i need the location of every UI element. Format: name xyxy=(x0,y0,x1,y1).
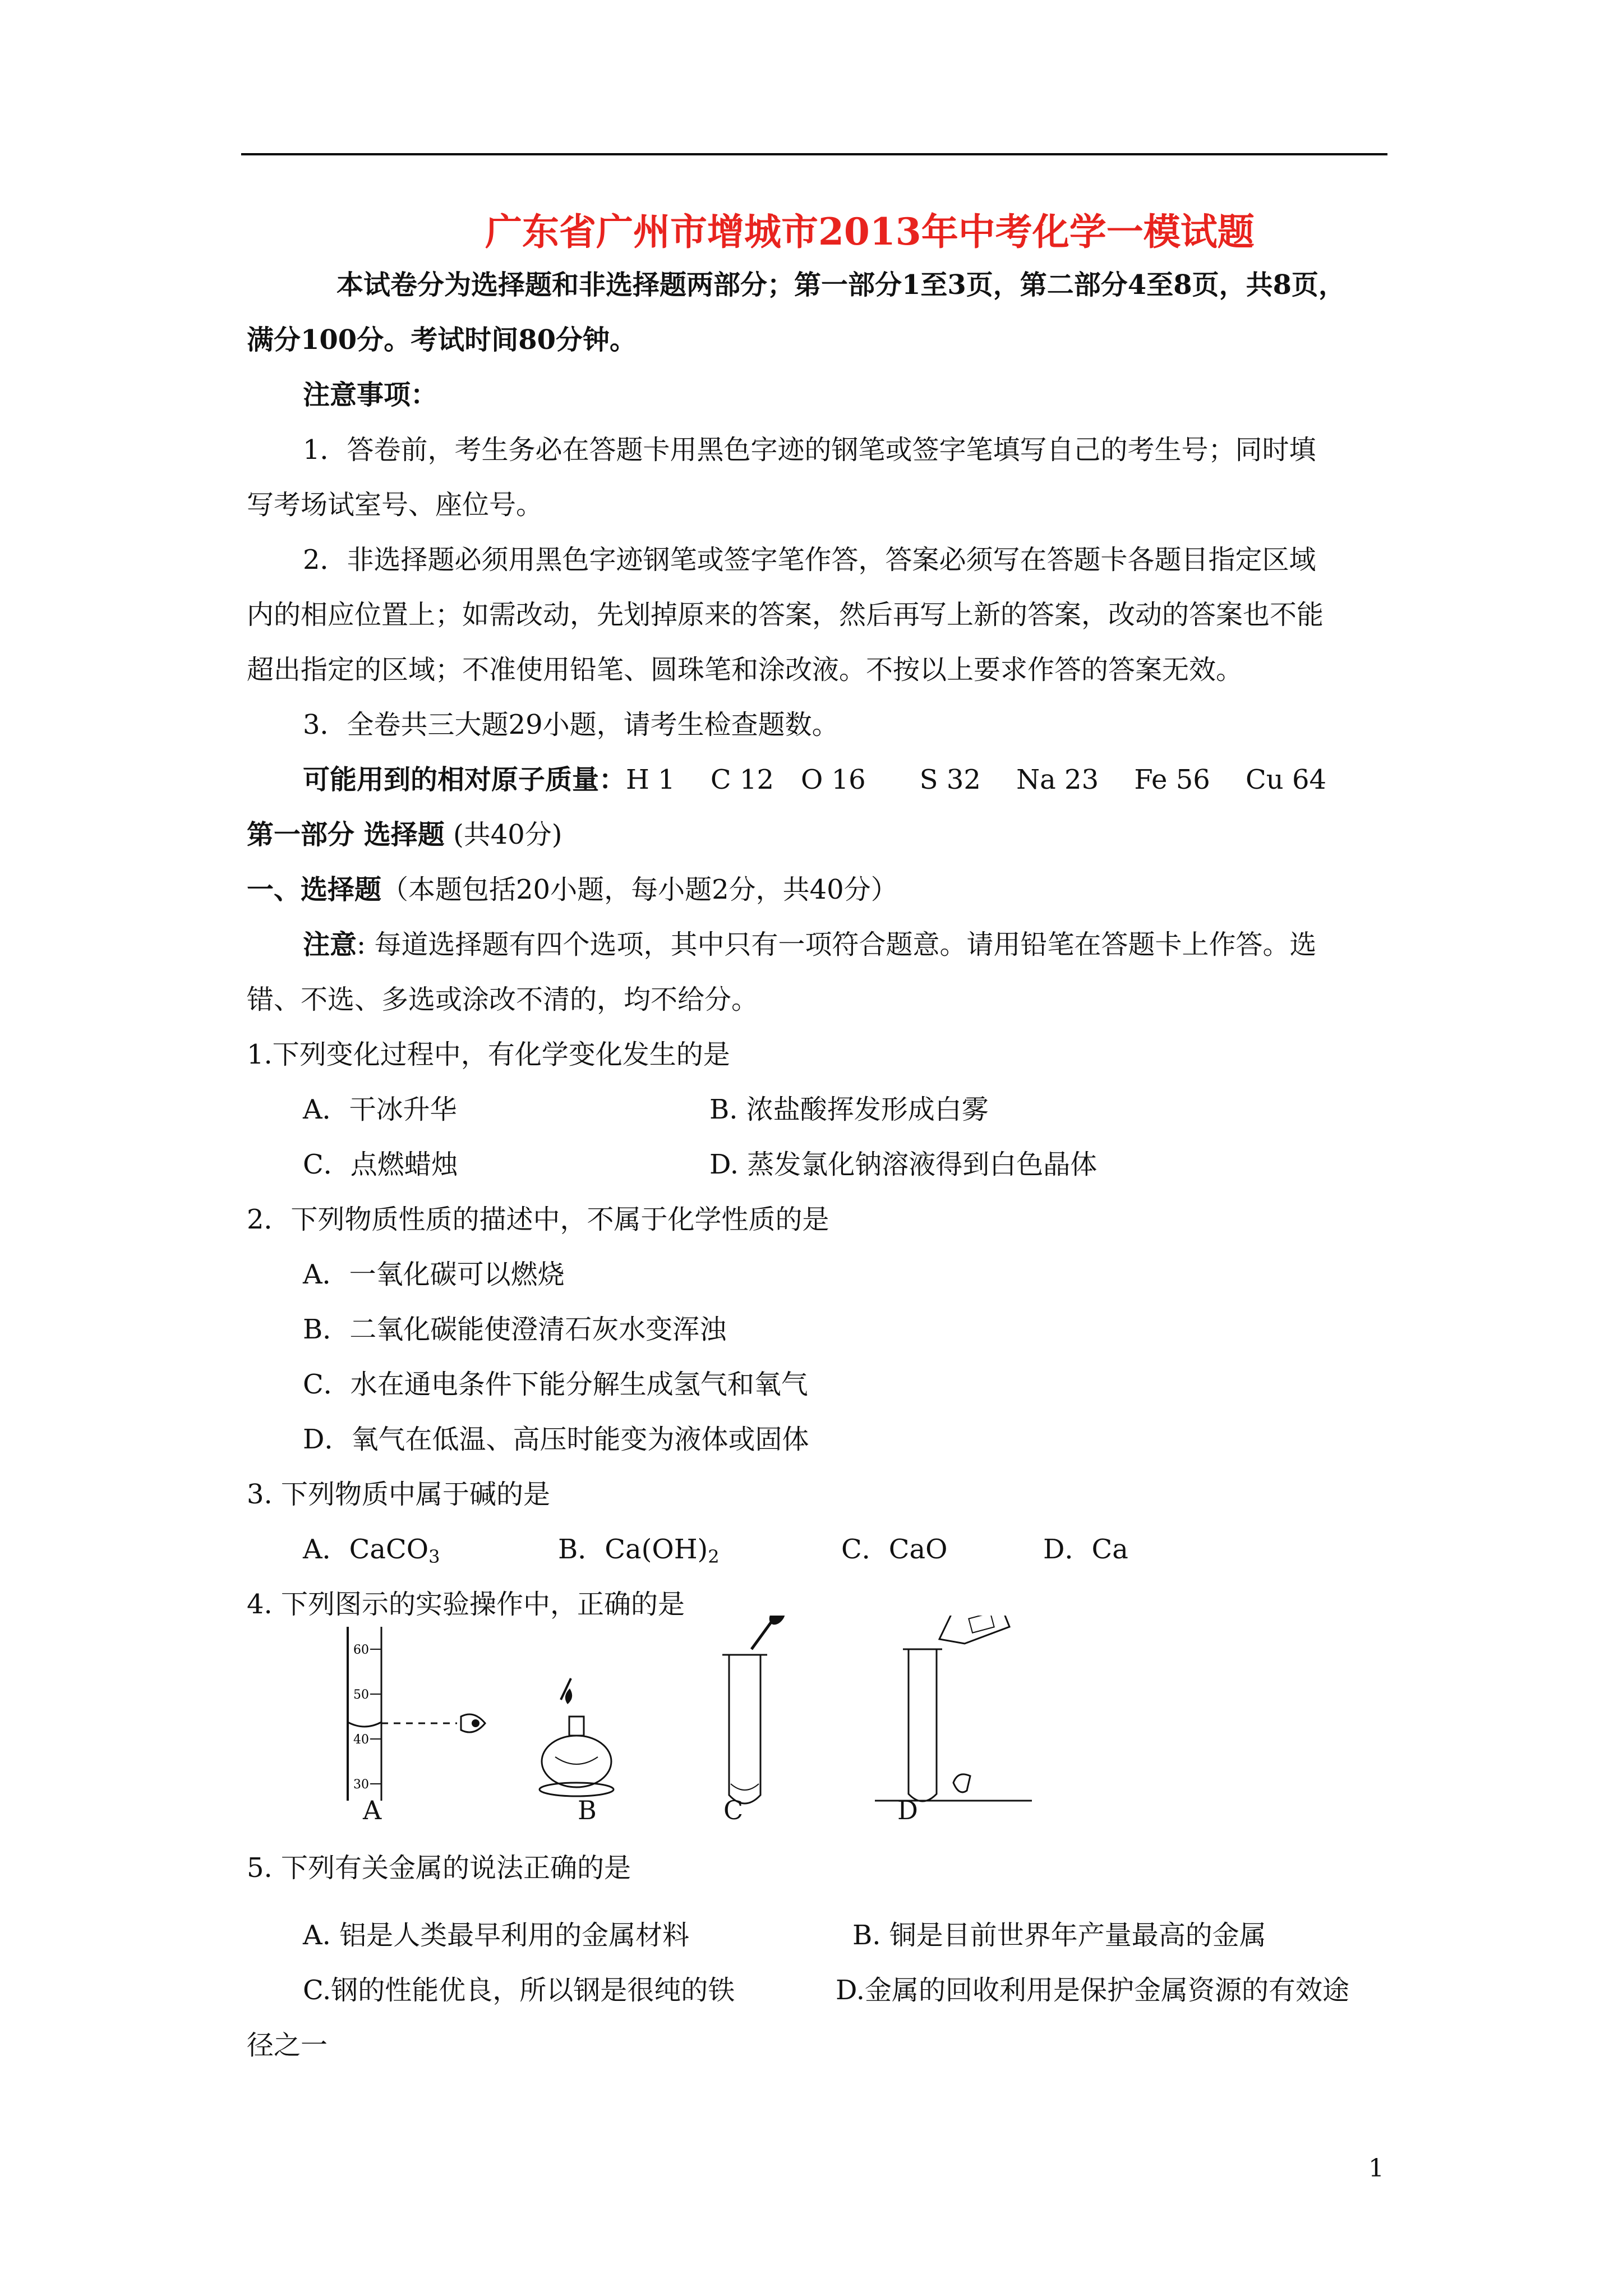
q5-option-c: C.钢的性能优良，所以钢是很纯的铁 xyxy=(303,1975,735,2006)
part1-heading-line xyxy=(247,818,562,852)
alcohol-lamp-figure xyxy=(540,1678,614,1796)
q3-option-b-subscript: 2 xyxy=(708,1546,720,1567)
q2-stem: 2．下列物质性质的描述中，不属于化学性质的是 xyxy=(247,1204,829,1235)
q1-option-d: D. 蒸发氯化钠溶液得到白色晶体 xyxy=(709,1149,1098,1180)
q2-option-a: A．一氧化碳可以燃烧 xyxy=(303,1259,565,1290)
section-heading-line xyxy=(247,873,898,907)
atomic-mass-label: 可能用到的相对原子质量： xyxy=(303,764,626,795)
q5-stem: 5. 下列有关金属的说法正确的是 xyxy=(247,1852,631,1884)
part1-score: (共40分) xyxy=(453,819,562,850)
q1-option-b: B. 浓盐酸挥发形成白雾 xyxy=(709,1094,989,1125)
header-rule xyxy=(241,153,1387,155)
q3-option-a-text: A．CaCO xyxy=(303,1534,429,1565)
q5-option-b: B. 铜是目前世界年产量最高的金属 xyxy=(852,1920,1266,1951)
atomic-mass-line xyxy=(303,763,1326,797)
q3-option-c: C．CaO xyxy=(841,1534,948,1565)
q3-option-a-subscript: 3 xyxy=(428,1546,440,1567)
q2-option-b: B．二氧化碳能使澄清石灰水变浑浊 xyxy=(303,1314,727,1345)
intro-line-2: 满分100分。考试时间80分钟。 xyxy=(247,324,637,356)
q4-label-a: A xyxy=(363,1795,382,1825)
note-2c: 超出指定的区域；不准使用铅笔、圆珠笔和涂改液。不按以上要求作答的答案无效。 xyxy=(247,654,1243,685)
q3-option-b-text: B．Ca(OH) xyxy=(558,1534,708,1565)
q5-option-d-continued: 径之一 xyxy=(247,2030,328,2061)
q1-option-a: A．干冰升华 xyxy=(303,1094,457,1125)
note-2a: 2．非选择题必须用黑色字迹钢笔或签字笔作答，答案必须写在答题卡各题目指定区域 xyxy=(303,544,1316,576)
q1-option-c: C．点燃蜡烛 xyxy=(303,1149,458,1180)
choice-note-label: 注意 xyxy=(303,929,357,960)
graduated-cylinder-figure xyxy=(348,1627,485,1801)
q5-option-d: D.金属的回收利用是保护金属资源的有效途 xyxy=(836,1975,1350,2006)
atomic-mass-values: H 1 C 12 O 16 S 32 Na 23 Fe 56 Cu 64 xyxy=(626,764,1327,795)
q3-option-d: D．Ca xyxy=(1043,1534,1128,1565)
page-number: 1 xyxy=(1368,2154,1384,2183)
q1-stem: 1.下列变化过程中，有化学变化发生的是 xyxy=(247,1039,730,1070)
section-desc: （本题包括20小题，每小题2分，共40分） xyxy=(381,874,898,905)
part1-heading: 第一部分 选择题 xyxy=(247,819,445,850)
note-1b: 写考场试室号、座位号。 xyxy=(247,489,543,521)
intro-line-1: 本试卷分为选择题和非选择题两部分；第一部分1至3页，第二部分4至8页，共8页， xyxy=(336,269,1345,301)
q4-label-d: D xyxy=(897,1795,918,1825)
page-title: 广东省广州市增城市2013年中考化学一模试题 xyxy=(485,210,1255,254)
choice-note-line xyxy=(303,928,1316,961)
choice-note-line-2: 错、不选、多选或涂改不清的，均不给分。 xyxy=(247,984,759,1015)
q2-option-c: C．水在通电条件下能分解生成氢气和氧气 xyxy=(303,1369,808,1400)
dropper-test-tube-figure xyxy=(722,1616,789,1803)
notes-heading: 注意事项： xyxy=(303,379,438,411)
q2-option-d: D．氧气在低温、高压时能变为液体或固体 xyxy=(303,1424,809,1455)
q3-stem: 3. 下列物质中属于碱的是 xyxy=(247,1479,551,1510)
cylinder-tick-40: 40 xyxy=(353,1733,369,1747)
q4-label-b: B xyxy=(578,1795,597,1825)
q4-label-c: C xyxy=(723,1795,744,1825)
cylinder-tick-30: 30 xyxy=(353,1778,369,1792)
note-3: 3．全卷共三大题29小题，请考生检查题数。 xyxy=(303,709,839,740)
q4-stem: 4. 下列图示的实验操作中，正确的是 xyxy=(247,1589,685,1620)
cylinder-tick-60: 60 xyxy=(353,1643,369,1657)
cylinder-tick-50: 50 xyxy=(353,1688,369,1702)
note-2b: 内的相应位置上；如需改动，先划掉原来的答案，然后再写上新的答案，改动的答案也不能 xyxy=(247,599,1324,631)
section-heading: 一、选择题 xyxy=(247,874,382,905)
q3-option-a xyxy=(303,1533,440,1573)
choice-note-text: : 每道选择题有四个选项，其中只有一项符合题意。请用铅笔在答题卡上作答。选 xyxy=(357,929,1317,960)
q4-lab-figure xyxy=(314,1616,1043,1829)
q3-option-b xyxy=(558,1533,720,1573)
q5-option-a: A. 铝是人类最早利用的金属材料 xyxy=(303,1920,690,1951)
note-1a: 1．答卷前，考生务必在答题卡用黑色字迹的钢笔或签字笔填写自己的考生号；同时填 xyxy=(303,434,1316,466)
pouring-liquid-figure xyxy=(875,1616,1032,1801)
